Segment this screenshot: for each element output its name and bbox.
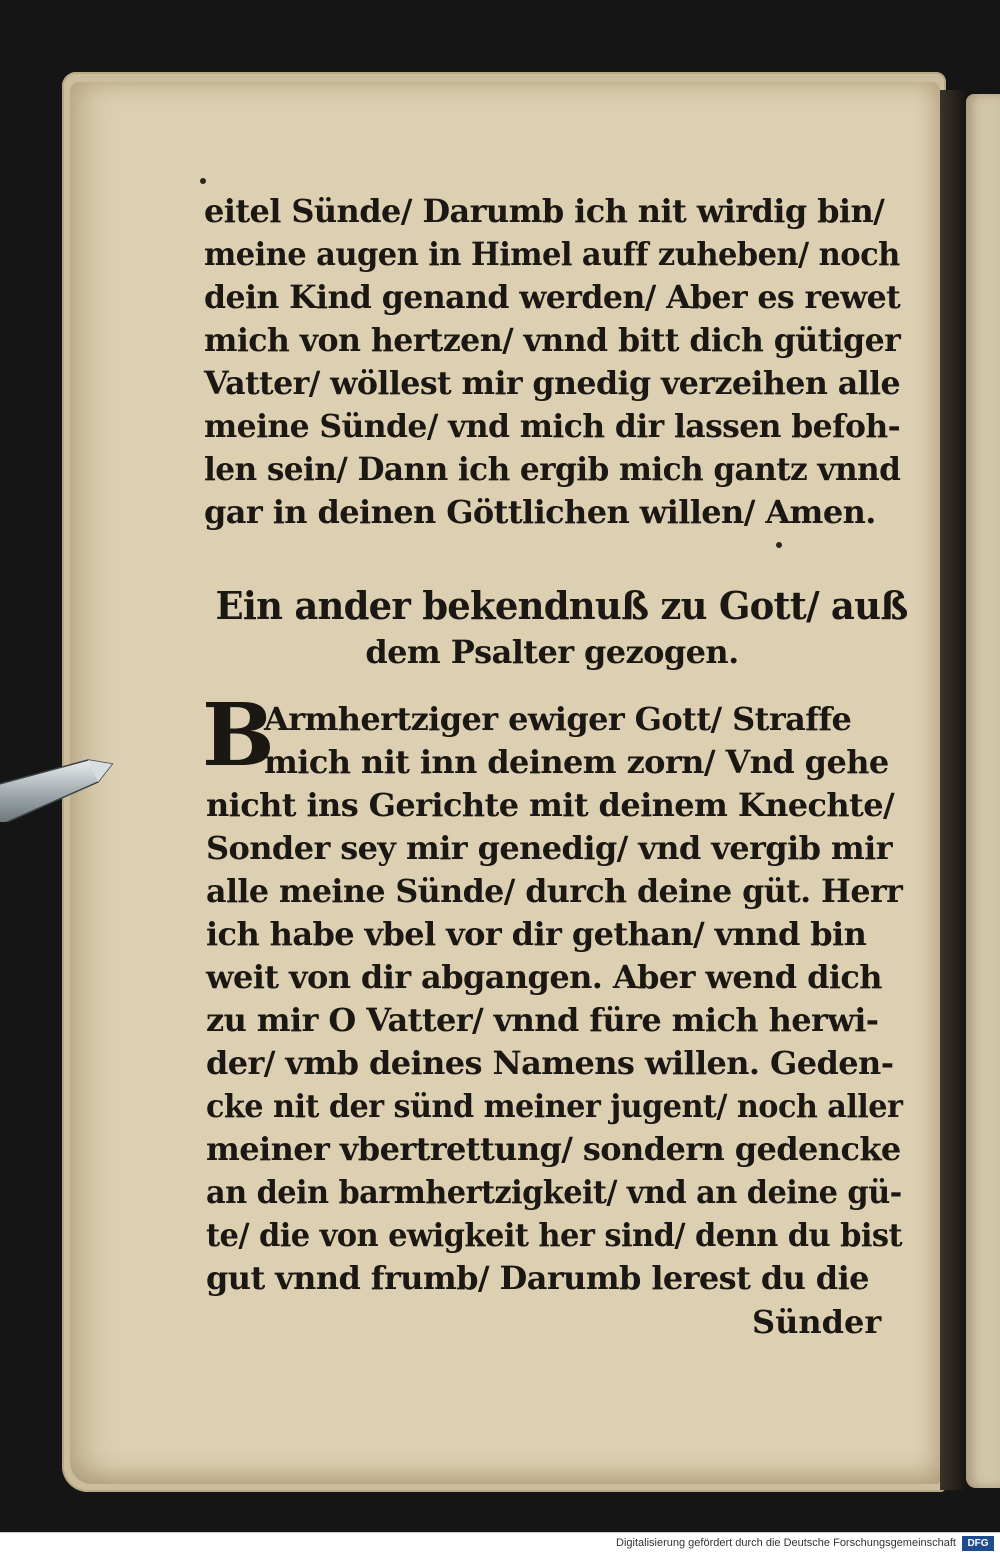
text-line: meine augen in Himel auff zuheben/ noch: [204, 235, 900, 273]
book-gutter: [940, 90, 964, 1490]
text-line: te/ die von ewigkeit her sind/ denn du bist: [206, 1216, 903, 1254]
text-line: alle meine Sünde/ durch deine güt. Herr: [206, 872, 903, 910]
ink-speck: [776, 542, 782, 548]
paragraph-top: [204, 190, 904, 534]
text-line: eitel Sünde/ Darumb ich nit wirdig bin/: [204, 192, 885, 230]
text-line: an dein barmhertzigkeit/ vnd an deine gü-: [206, 1173, 902, 1211]
text-line: Armhertziger ewiger Gott/ Straffe: [264, 700, 852, 738]
text-line: Sonder sey mir genedig/ vnd vergib mir: [206, 829, 892, 867]
drop-cap-initial: B: [202, 685, 275, 786]
paragraph-prayer: [202, 685, 906, 1300]
text-line: gut vnnd frumb/ Darumb lerest du die: [206, 1259, 869, 1297]
text-line: mich von hertzen/ vnnd bitt dich gütiger: [204, 321, 901, 359]
page-holder-pointer: [0, 752, 120, 822]
footer-bar: [0, 1532, 1000, 1555]
facing-page-edge: [966, 94, 1000, 1488]
text-line: ich habe vbel vor dir gethan/ vnnd bin: [206, 915, 867, 953]
text-line: nicht ins Gerichte mit deinem Knechte/: [206, 786, 895, 824]
text-line: mich nit inn deinem zorn/ Vnd gehe: [264, 743, 889, 781]
catchword: Sünder: [752, 1303, 882, 1341]
text-line: cke nit der sünd meiner jugent/ noch aller: [206, 1087, 903, 1125]
text-line: len sein/ Dann ich ergib mich gantz vnnd: [204, 450, 901, 488]
text-line: meine Sünde/ vnd mich dir lassen befoh-: [204, 407, 901, 445]
ink-speck: [200, 178, 206, 184]
heading-line-2: dem Psalter gezogen.: [365, 633, 739, 671]
dfg-logo: DFG: [962, 1536, 994, 1551]
text-line: weit von dir abgangen. Aber wend dich: [206, 958, 882, 996]
heading-line-1: Ein ander bekendnuß zu Gott/ auß: [215, 583, 908, 628]
text-line: gar in deinen Göttlichen willen/ Amen.: [204, 493, 876, 531]
text-line: Vatter/ wöllest mir gnedig verzeihen alle: [204, 364, 901, 402]
text-line: meiner vbertrettung/ sondern gedencke: [206, 1130, 901, 1168]
text-line: dein Kind genand werden/ Aber es rewet: [204, 278, 901, 316]
text-line: zu mir O Vatter/ vnnd füre mich herwi-: [206, 1001, 879, 1039]
footer-credit: Digitalisierung gefördert durch die Deutsche Forschungsgemeinschaft: [616, 1537, 956, 1549]
text-line: der/ vmb deines Namens willen. Geden-: [206, 1044, 894, 1082]
section-heading: [206, 582, 906, 674]
